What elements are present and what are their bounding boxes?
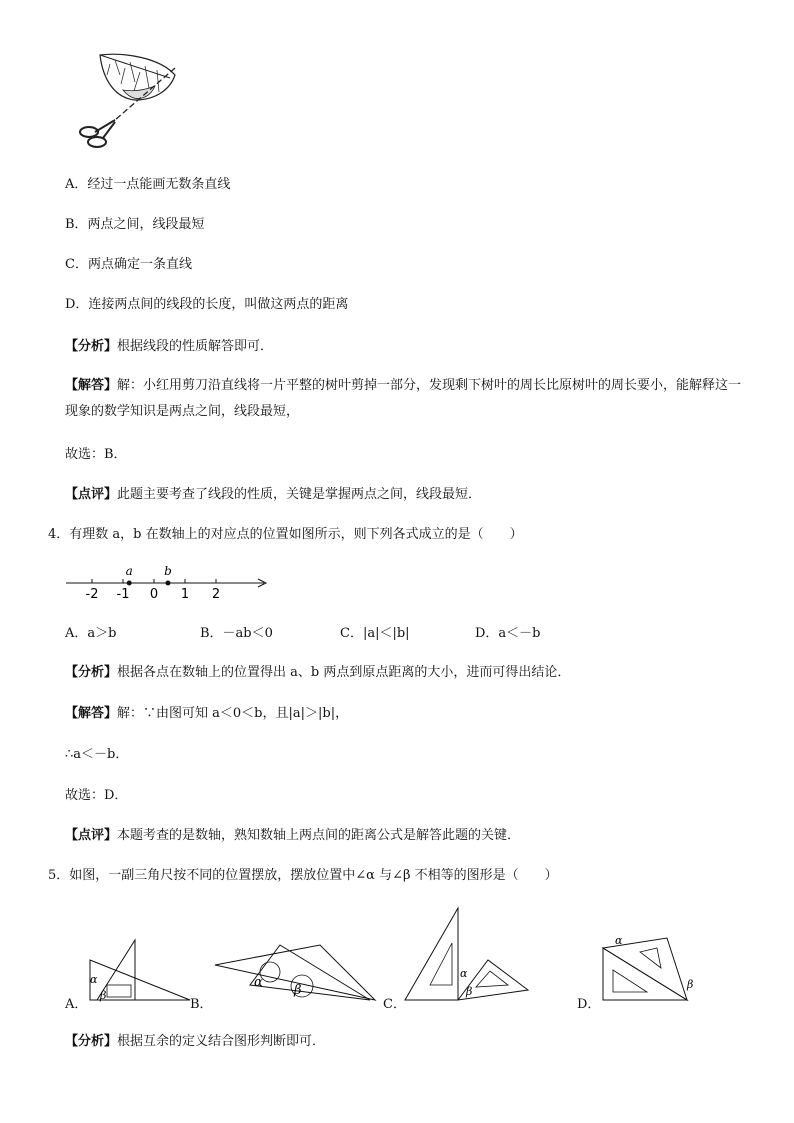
- tick-label: 1: [180, 587, 190, 602]
- answer-text: 解：∵由图可知 a＜0＜b，且|a|＞|b|，: [117, 706, 349, 721]
- q5-fig-c-label: C．: [383, 997, 406, 1012]
- alpha-label: α: [460, 967, 468, 980]
- q5-fig-d-label: D．: [577, 997, 601, 1012]
- q3-analysis: [65, 337, 273, 357]
- q4-option-b: B．－ab＜0: [200, 626, 273, 641]
- analysis-text: 根据各点在数轴上的位置得出 a、b 两点到原点距离的大小，进而可得出结论．: [117, 665, 571, 680]
- q5-figure-a: [85, 935, 195, 1005]
- comment-text: 本题考查的是数轴，熟知数轴上两点间的距离公式是解答此题的关键．: [117, 828, 521, 843]
- answer-tag: 【解答】: [65, 706, 118, 721]
- q5-analysis: [65, 1032, 325, 1052]
- q4-stem: 4．有理数 a，b 在数轴上的对应点的位置如图所示，则下列各式成立的是（ ）: [48, 527, 523, 542]
- q3-choice: 故选：B．: [65, 447, 127, 462]
- q3-option-b: B．两点之间，线段最短: [65, 217, 205, 232]
- beta-label: β: [466, 985, 473, 998]
- beta-label: β: [100, 989, 107, 1002]
- q5-figure-d: [595, 930, 705, 1005]
- beta-label: β: [687, 978, 694, 991]
- answer-text: 解：小红用剪刀沿直线将一片平整的树叶剪掉一部分，发现剩下树叶的周长比原树叶的周长要小，能解释这一现象的数学知识是两点之间，线段最短，: [65, 378, 742, 419]
- q5-fig-b-label: B．: [190, 997, 213, 1012]
- answer-tag: 【解答】: [65, 378, 118, 393]
- q5-fig-a-label: A．: [65, 997, 88, 1012]
- beta-label: β: [294, 983, 302, 998]
- q4-option-a: A．a＞b: [65, 626, 117, 641]
- q3-option-a: A．经过一点能画无数条直线: [65, 177, 231, 192]
- q3-option-d: D．连接两点间的线段的长度，叫做这两点的距离: [65, 297, 349, 312]
- analysis-text: 根据互余的定义结合图形判断即可．: [117, 1034, 326, 1049]
- q4-answer: [65, 704, 348, 724]
- q4-comment: [65, 826, 520, 846]
- tick-label: 0: [149, 587, 159, 602]
- comment-text: 此题主要考查了线段的性质，关键是掌握两点之间，线段最短．: [117, 487, 482, 502]
- analysis-text: 根据线段的性质解答即可．: [117, 339, 274, 354]
- comment-tag: 【点评】: [65, 828, 118, 843]
- q5-stem: 5．如图，一副三角尺按不同的位置摆放，摆放位置中∠α 与∠β 不相等的图形是（ ）: [48, 868, 558, 883]
- q3-option-c: C．两点确定一条直线: [65, 257, 192, 272]
- tick-label: -1: [116, 587, 130, 602]
- q3-answer: [65, 373, 745, 425]
- number-line: [62, 563, 272, 603]
- q4-choice: 故选：D．: [65, 788, 128, 803]
- q4-analysis: [65, 663, 570, 683]
- alpha-label: α: [90, 973, 98, 986]
- q4-option-d: D．a＜－b: [475, 626, 541, 641]
- alpha-label: α: [254, 975, 263, 990]
- q5-figure-c: [400, 905, 530, 1005]
- analysis-tag: 【分析】: [65, 665, 118, 680]
- tick-label: 2: [211, 587, 221, 602]
- point-b-label: b: [164, 564, 172, 578]
- alpha-label: α: [615, 934, 623, 947]
- analysis-tag: 【分析】: [65, 339, 118, 354]
- point-a: [127, 581, 132, 586]
- q4-option-c: C．|a|＜|b|: [340, 626, 410, 641]
- comment-tag: 【点评】: [65, 487, 118, 502]
- analysis-tag: 【分析】: [65, 1034, 118, 1049]
- point-a-label: a: [125, 564, 133, 578]
- tick-label: -2: [85, 587, 99, 602]
- q5-figure-b: [210, 940, 380, 1010]
- q3-comment: [65, 485, 481, 505]
- q4-answer-line2: ∴a＜－b．: [65, 747, 129, 762]
- leaf-scissors-illustration: [75, 50, 190, 150]
- point-b: [165, 581, 170, 586]
